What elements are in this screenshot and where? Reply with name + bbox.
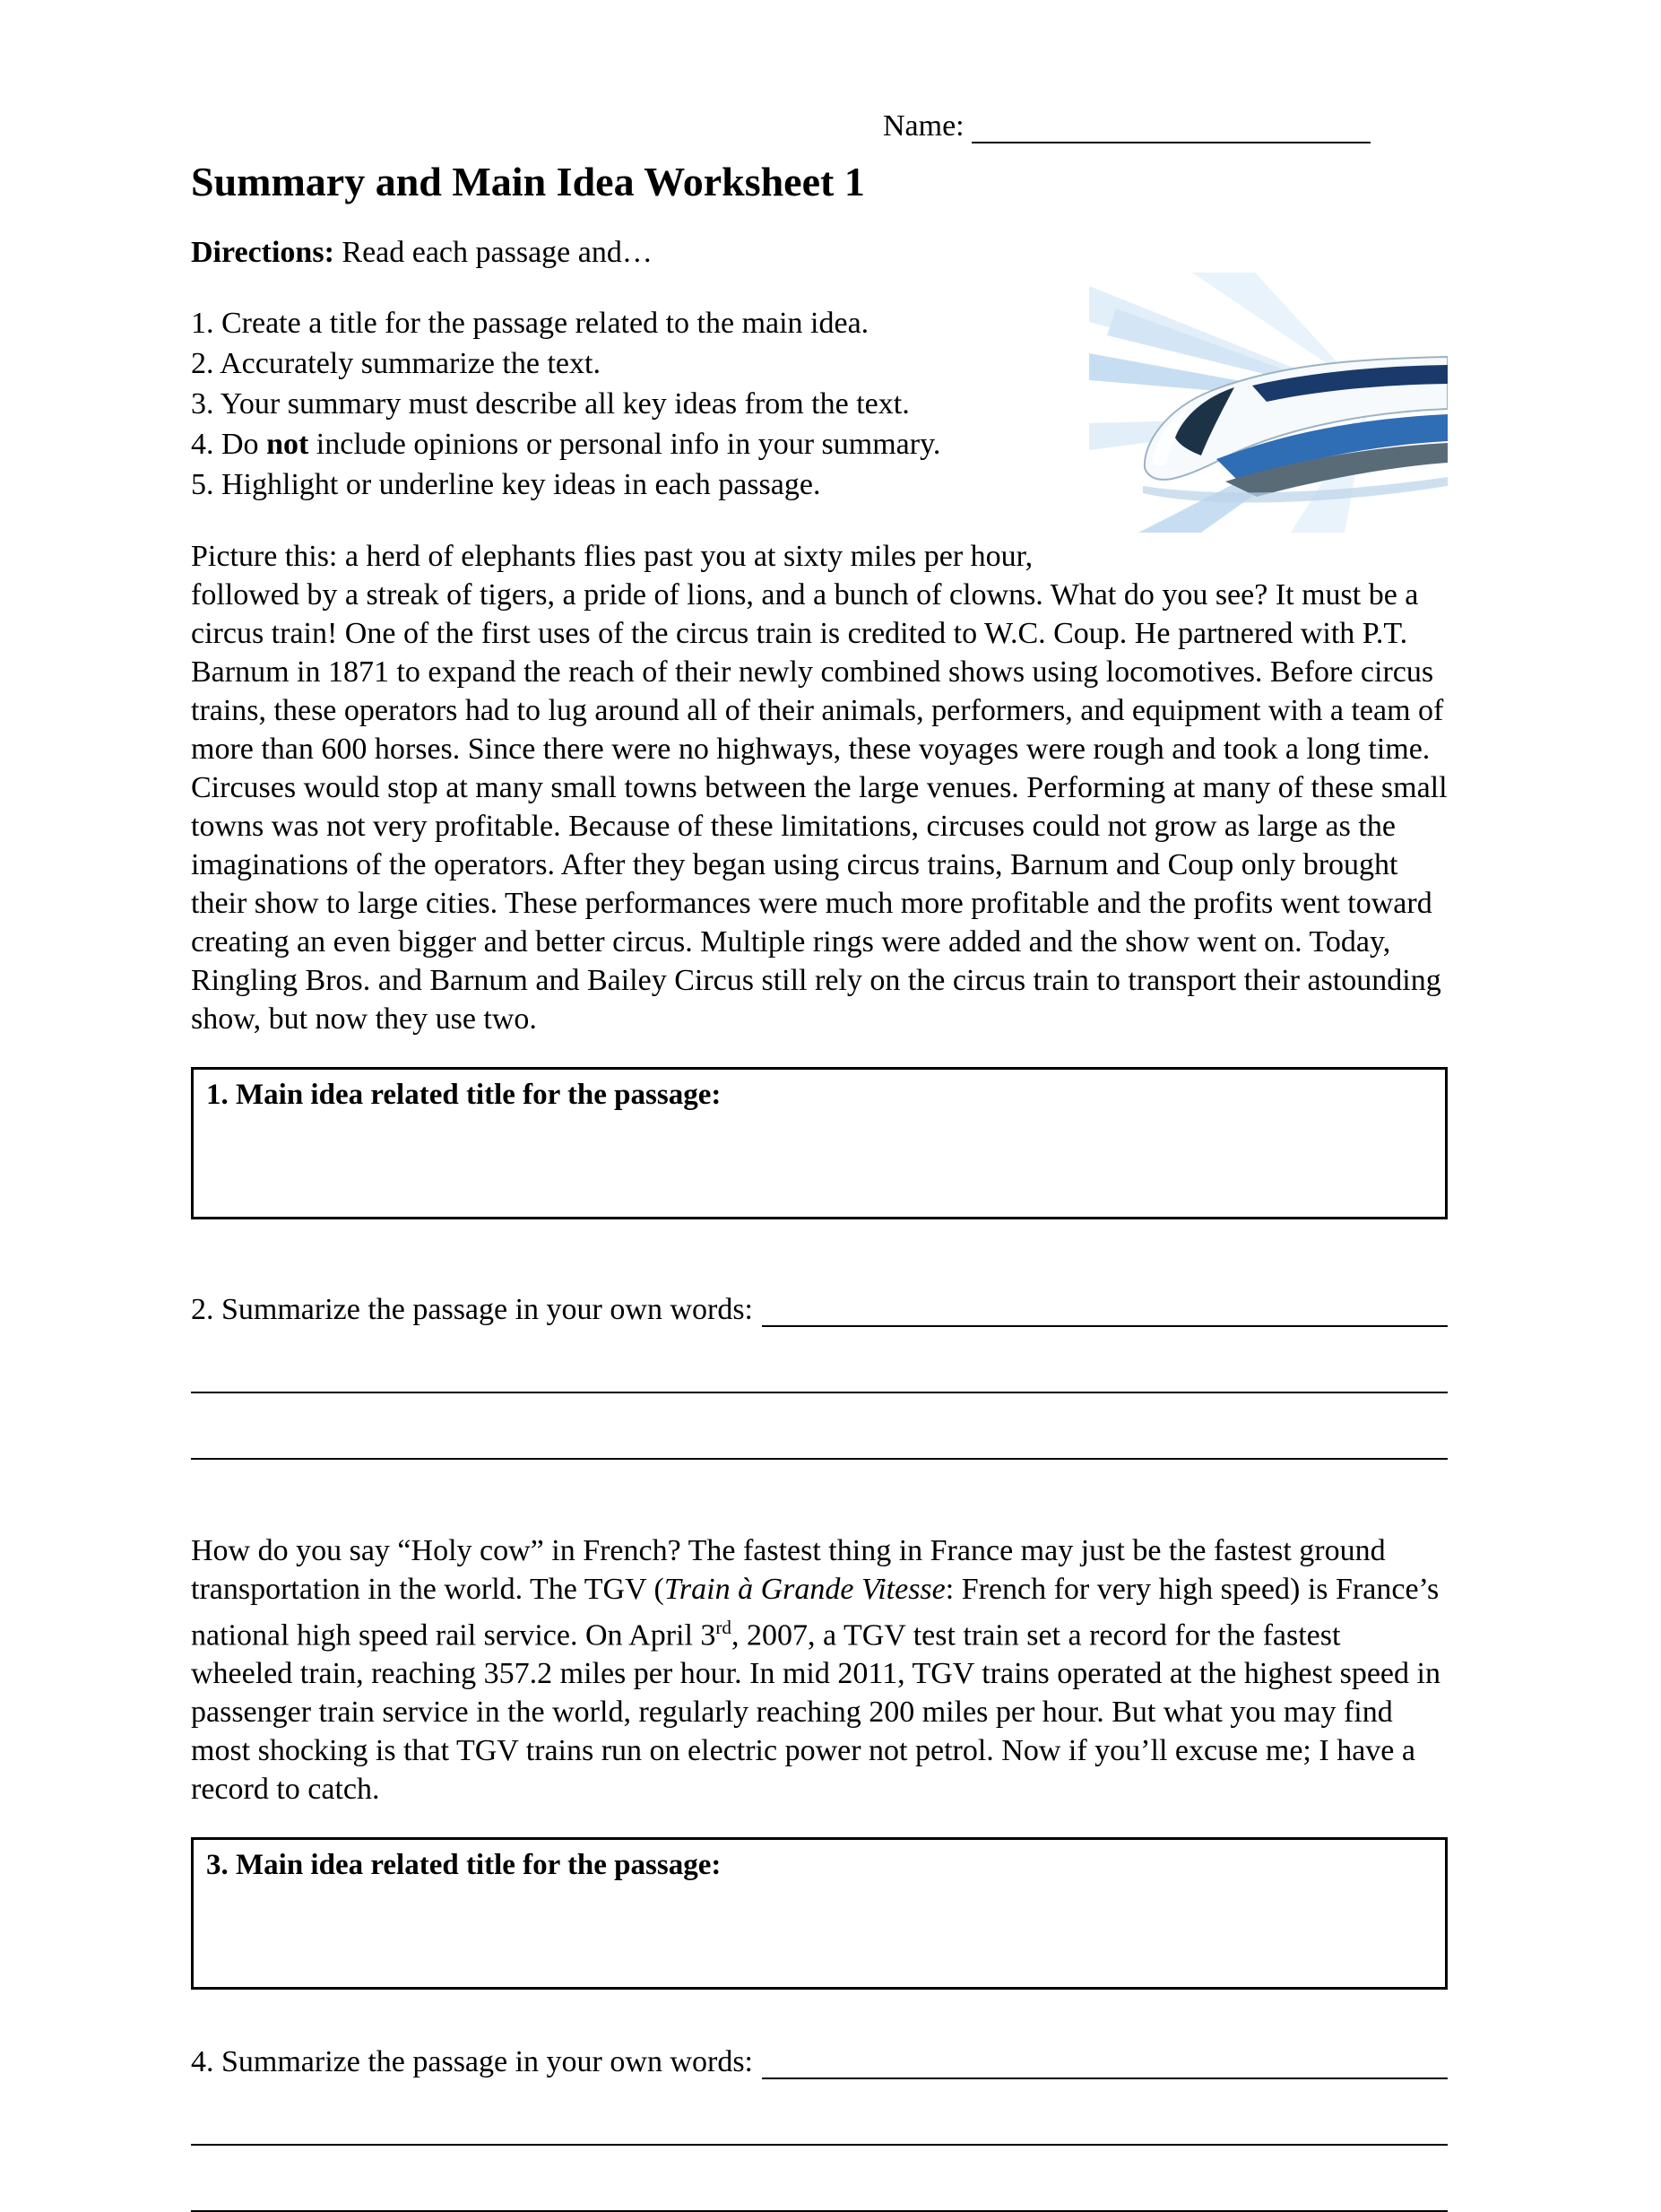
instruction-line-2: 2. Accurately summarize the text. <box>191 347 601 380</box>
answer-box-3[interactable] <box>191 1837 1448 1990</box>
answer-blank-line-2[interactable] <box>191 1393 1448 1460</box>
answer-blank-line-3[interactable] <box>191 2079 1448 2146</box>
answer-box-3-label: 3. Main idea related title for the passage: <box>206 1849 722 1882</box>
instruction-line-4: 4. Do not include opinions or personal info in your summary. <box>191 428 941 461</box>
answer-box-1-label: 1. Main idea related title for the passage: <box>206 1079 722 1111</box>
name-label: Name: <box>883 109 965 143</box>
answer-blank-line-1[interactable] <box>191 1327 1448 1393</box>
instruction-line-3: 3. Your summary must describe all key ideas from the text. <box>191 387 910 421</box>
question-2-answer-line[interactable] <box>762 1291 1448 1327</box>
train-image <box>1089 273 1448 533</box>
page-title: Summary and Main Idea Worksheet 1 <box>191 159 865 204</box>
name-blank[interactable] <box>972 108 1371 143</box>
name-row <box>883 108 1448 143</box>
instruction-line-1: 1. Create a title for the passage related to the main idea. <box>191 307 869 340</box>
question-2-row <box>191 1291 1448 1327</box>
answer-blank-line-4[interactable] <box>191 2146 1448 2212</box>
question-2-label: 2. Summarize the passage in your own words: <box>191 1293 753 1326</box>
directions-line: Directions: Read each passage and… <box>191 236 653 269</box>
answer-box-1[interactable] <box>191 1067 1448 1219</box>
passage-2: How do you say “Holy cow” in French? The fastest thing in France may just be the fastest ground transportation in the world. The TGV (Train à Grande Vitesse: French for very high speed) is France’s national high speed rail service. On April 3rd, 2007, a TGV test train set a record for the fastest wheeled train, reaching 357.2 miles per hour. In mid 2011, TGV trains operated at the highest speed in passenger train service in the world, regularly reaching 200 miles per hour. But what you may find most shocking is that TGV trains run on electric power not petrol. Now if you’ll excuse me; I have a record to catch. <box>191 1534 1440 1807</box>
passage-1: Picture this: a herd of elephants flies past you at sixty miles per hour, followed by a streak of tigers, a pride of lions, and a bunch of clowns. What do you see? It must be a circus train! One of the first uses of the circus train is credited to W.C. Coup. He partnered with P.T. Barnum in 1871 to expand the reach of their newly combined shows using locomotives. Before circus trains, these operators had to lug around all of their animals, performers, and equipment with a team of more than 600 horses. Since there were no highways, these voyages were rough and took a long time. Circuses would stop at many small towns between the large venues. Performing at many of these small towns was not very profitable. Because of these limitations, circuses could not grow as large as the imaginations of the operators. After they began using circus trains, Barnum and Coup only brought their show to large cities. These performances were much more profitable and the profits went toward creating an even bigger and better circus. Multiple rings were added and the show went on. Today, Ringling Bros. and Barnum and Bailey Circus still rely on the circus train to transport their astounding show, but now they use two. <box>191 540 1448 1036</box>
question-4-row <box>191 2043 1448 2079</box>
train-illustration-svg <box>1089 273 1448 533</box>
question-4-answer-line[interactable] <box>762 2043 1448 2079</box>
instruction-line-5: 5. Highlight or underline key ideas in each passage. <box>191 468 821 501</box>
question-4-label: 4. Summarize the passage in your own words: <box>191 2045 753 2079</box>
